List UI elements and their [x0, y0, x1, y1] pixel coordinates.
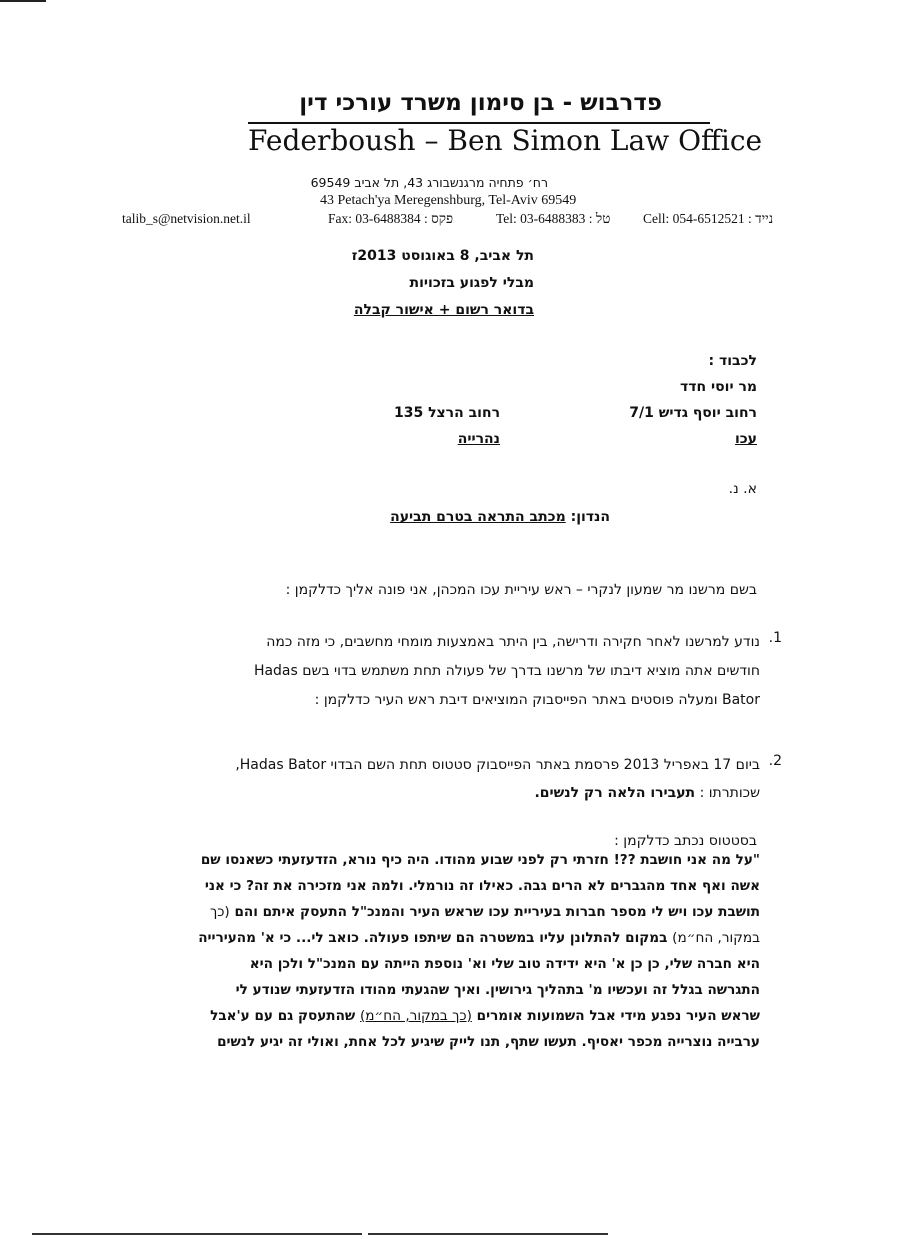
email: talib_s@netvision.net.il	[122, 211, 251, 226]
quote-line-1: "על מה אני חושבת ??! חזרתי רק לפני שבוע מהודו. היה כיף נורא, הזדעזעתי כשאנסו שם	[200, 852, 760, 868]
quote-line-2: אשה ואף אחד מהגברים לא הרים גבה. כאילו זה נורמלי. ולמה אני מזכירה את זה? כי אני	[204, 878, 760, 894]
address-hebrew: רח׳ פתחיה מרגנשבורג 43, תל אביב 69549	[310, 175, 548, 190]
recipient-name: מר יוסי חדד	[680, 379, 757, 395]
quote-line-3-text: תושבת עכו ויש לי מספר חברות בעיריית עכו שראש העיר והמנכ"ל התעסק איתם והם	[234, 904, 760, 920]
quote-line-8: ערבייה נוצרייה מכפר יאסיף. תעשו שתף, תנו לייק שיגיע לכל אחת, ואולי זה יגיע לנשים	[217, 1034, 760, 1050]
cell: Cell: 054-6512521 : נייד	[643, 211, 774, 226]
item-2-line-2-prefix: שכותרתו :	[699, 785, 760, 801]
subject-label: הנדון:	[570, 509, 610, 525]
without-prejudice: מבלי לפגוע בזכויות	[409, 275, 534, 291]
quote-line-4	[198, 925, 760, 951]
item-2-text	[132, 751, 760, 807]
quote-line-7-text-a: שראש העיר נפגע מידי אבל השמועות אומרים	[476, 1008, 760, 1024]
quote-line-5: היא חברה שלי, כן כן א' היא ידידה טוב שלי וא' נוספת הייתה עם המנכ"ל ולכן היא	[249, 956, 760, 972]
scan-artifact-mark	[0, 0, 46, 2]
bottom-rule-right	[368, 1233, 608, 1235]
recipient-city-1: עכו	[734, 431, 757, 447]
greeting: א. נ.	[728, 481, 757, 497]
quote-note-2: במקור, הח״מ)	[672, 930, 760, 946]
recipient-street-2: רחוב הרצל 135	[393, 405, 500, 421]
quote-note-1: (כך	[209, 904, 230, 920]
firm-name-hebrew: פדרבוש - בן סימון משרד עורכי דין	[299, 90, 662, 116]
quote-line-6: התגרשה בגלל זה ועכשיו מ' בתהליך גירושין. ואיך שהגעתי מהודו הזדעזעתי שנודע לי	[235, 982, 760, 998]
date-line: תל אביב, 8 באוגוסט 2013ז	[351, 248, 534, 264]
item-2-post-title: תעבירו הלאה רק לנשים.	[534, 785, 696, 801]
address-english: 43 Petach'ya Meregenshburg, Tel-Aviv 69549	[320, 193, 577, 208]
item-1-number: 1.	[768, 630, 782, 646]
recipient-city-2: נהרייה	[457, 431, 500, 447]
item-1-line-1: נודע למרשנו לאחר חקירה ודרישה, בין היתר באמצעות מומחי מחשבים, כי מזה כמה	[266, 634, 760, 650]
recipient-street-1: רחוב יוסף גדיש 7/1	[629, 405, 757, 421]
quote-line-4-text: במקום להתלונן עליו במשטרה הם שיתפו פעולה. כואב לי... כי א' מהעירייה	[198, 930, 668, 946]
subject-line	[390, 509, 610, 525]
delivery-method: בדואר רשום + אישור קבלה	[353, 302, 534, 318]
quote-line-7	[198, 1003, 760, 1029]
item-1-line-3: Bator ומעלה פוסטים באתר הפייסבוק המוציאים דיבת ראש העיר כדלקמן :	[314, 692, 760, 708]
item-1-text	[132, 628, 760, 715]
firm-name-english: Federboush – Ben Simon Law Office	[248, 124, 763, 157]
item-2-number: 2.	[768, 753, 782, 769]
recipient-to: לכבוד :	[708, 353, 757, 369]
quote-line-7-text-b: שהתעסק גם עם ע'אבל	[210, 1008, 356, 1024]
item-1-line-2: חודשים אתה מוציא דיבתו של מרשנו בדרך של פעולה תחת משתמש בדוי בשם Hadas	[253, 663, 760, 679]
quote-note-3: (כך במקור, הח״מ)	[359, 1008, 472, 1024]
status-intro: בסטטוס נכתב כדלקמן :	[614, 833, 757, 849]
item-2-line-1: ביום 17 באפריל 2013 פרסמת באתר הפייסבוק סטטוס תחת השם הבדוי Hadas Bator,	[235, 757, 760, 773]
intro-paragraph: בשם מרשנו מר שמעון לנקרי – ראש עיריית עכו המכהן, אני פונה אליך כדלקמן :	[285, 582, 757, 598]
status-quote	[198, 847, 760, 1055]
subject-text: מכתב התראה בטרם תביעה	[390, 509, 566, 525]
tel: Tel: 03-6488383 : טל	[496, 211, 611, 226]
item-2-line-2	[132, 779, 760, 807]
contact-row	[0, 211, 900, 231]
quote-line-3	[198, 899, 760, 925]
bottom-rule-left	[32, 1233, 362, 1235]
fax: Fax: 03-6488384 : פקס	[328, 211, 454, 226]
